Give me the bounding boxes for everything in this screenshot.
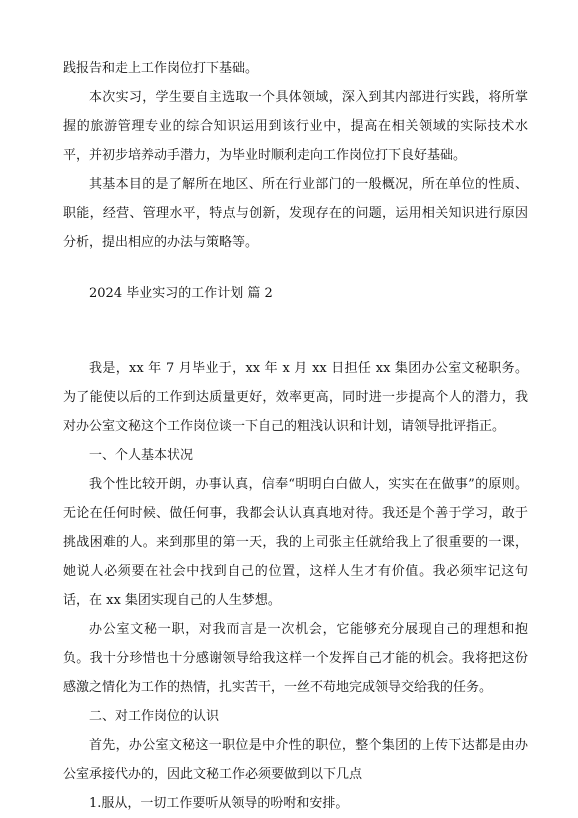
- paragraph-basic-purpose: 其基本目的是了解所在地区、所在行业部门的一般概况，所在单位的性质、职能，经营、管理水平，特点与创新，发现存在的问题，运用相关知识进行原因分析，提出相应的办法与策略等。: [63, 177, 528, 250]
- subheading-personal-status: 一、个人基本状况: [89, 448, 194, 463]
- paragraph-personality: 我个性比较开朗，办事认真，信奉“明明白白做人，实实在在做事”的原则。无论在任何时候、做任何事，我都会认认真真地对待。我还是个善于学习，敢于挑战困难的人。来到那里的第一天，我的上司张主任就给我上了很重要的一课，她说人必须要在社会中找到自己的位置，这样人生才有价值。我必须牢记这句话，在 xx 集团实现自己的人生梦想。: [63, 477, 528, 608]
- list-item-obedience: 1.服从，一切工作要听从领导的吩咐和安排。: [89, 796, 349, 811]
- subheading-job-understanding: 二、对工作岗位的认识: [89, 709, 220, 724]
- section-title: 2024 毕业实习的工作计划 篇 2: [89, 286, 273, 301]
- spacer: [63, 308, 528, 354]
- paragraph-continuation: 践报告和走上工作岗位打下基础。: [63, 61, 259, 76]
- spacer: [63, 257, 528, 279]
- paragraph-job-role: 首先，办公室文秘这一职位是中介性的职位，整个集团的上传下达都是由办公室承接代办的，因此文秘工作必须要做到以下几点: [63, 738, 528, 782]
- paragraph-opportunity: 办公室文秘一职，对我而言是一次机会，它能够充分展现自己的理想和抱负。我十分珍惜也十分感谢领导给我这样一个发挥自己才能的机会。我将把这份感激之情化为工作的热情，扎实苦干，一丝不苟地完成领导交给我的任务。: [63, 622, 528, 695]
- paragraph-internship-intro: 本次实习，学生要自主选取一个具体领域，深入到其内部进行实践，将所掌握的旅游管理专业的综合知识运用到该行业中，提高在相关领域的实际技术水平，并初步培养动手潜力，为毕业时顺利走向工作岗位打下良好基础。: [63, 90, 528, 163]
- paragraph-self-introduction: 我是，xx 年 7 月毕业于，xx 年 x 月 xx 日担任 xx 集团办公室文秘职务。为了能使以后的工作到达质量更好，效率更高，同时进一步提高个人的潜力，我对办公室文秘这个工作岗位谈一下自己的粗浅认识和计划，请领导批评指正。: [63, 361, 528, 434]
